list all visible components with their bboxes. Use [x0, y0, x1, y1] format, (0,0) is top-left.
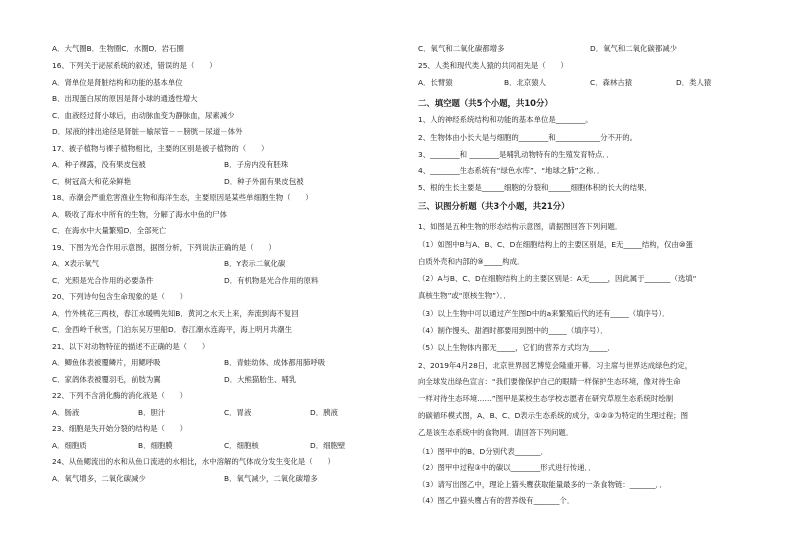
- question-line: （2）图甲中过程③中的碳以________形式进行传递．．: [418, 463, 596, 472]
- option-row: [52, 177, 397, 187]
- question-line: A．吸收了海水中所有的生物，分解了海水中鱼的尸体: [52, 210, 228, 219]
- question-line: 23、细胞是失开始分裂的结构是（ ）: [52, 424, 188, 433]
- option-row: [418, 78, 763, 88]
- answer-option: B．青蛙幼体、成体都用肺呼吸: [224, 358, 326, 367]
- option-row: [52, 441, 397, 451]
- question-line: B．出现蛋白尿的原因是肾小球的通透性增大: [52, 94, 198, 103]
- answer-option: C．森林古猿: [590, 78, 633, 87]
- option-row: [52, 44, 397, 54]
- question-line: （1）如图中B与A、B、C、D在细胞结构上的主要区别是，E无_____结构，仅由⑩蛋: [418, 240, 693, 249]
- question-line: （5）以上生物体内都无_____，它们的营养方式均为_____．: [418, 343, 615, 352]
- question-line: 22、下列不含消化酶的消化液是（ ）: [52, 391, 188, 400]
- answer-option: D．种子外面有果皮包被: [224, 177, 304, 186]
- question-line: A．竹外桃花三两枝，春江水暖鸭先知B．黄河之水天上来，奔流到海不复回: [52, 309, 299, 318]
- question-line: C．血液经过肾小球后，由动脉血变为静脉血，尿素减少: [52, 111, 235, 120]
- question-line: 的碳循环模式图，A、B、C、D表示生态系统的成分，①②③为特定的生理过程；图: [418, 411, 688, 420]
- section-heading: 三、识图分析题（共3个小题，共21分）: [418, 201, 570, 211]
- answer-option: D．有机物是光合作用的原料: [224, 276, 319, 285]
- question-line: 2、2019年4月28日，北京世界园艺博览会隆重开幕．习主席与世界达成绿色约定，: [418, 361, 693, 370]
- question-line: （4）制作馒头、甜酒时都要用到图中的_____（填序号）．: [418, 326, 608, 335]
- answer-option: B．Y表示二氧化碳: [224, 259, 286, 268]
- question-line: 19、下图为光合作用示意图，据图分析，下列说法正确的是（ ）: [52, 243, 276, 252]
- question-line: （1）图甲中的B、D分别代表_______．: [418, 447, 549, 456]
- answer-option: A．X表示氧气: [52, 259, 100, 268]
- question-line: 乙是该生态系统中的食物网．请回答下列问题．: [418, 428, 574, 437]
- question-line: （4）图乙中猫头鹰占有的营养级有_______个．: [418, 496, 575, 505]
- answer-option: A．肠液: [52, 408, 80, 417]
- answer-option: C．氧气和二氧化碳都增多: [418, 44, 505, 53]
- question-line: 18、赤潮会严重危害渔业生物和海洋生态，主要原因是某些单细胞生物（ ）: [52, 193, 313, 202]
- question-line: 5、根的生长主要是______细胞的分裂和______细胞体积的长大的结果．: [418, 183, 652, 192]
- question-line: 16、下列关于泌尿系统的叙述，错误的是（ ）: [52, 61, 217, 70]
- answer-option: C．细胞核: [224, 441, 259, 450]
- question-line: 21、以下对动物特征的描述不正确的是（ ）: [52, 342, 210, 351]
- question-line: 2、生物体由小长大是与细胞的________和____________分不开的。: [418, 133, 638, 142]
- option-row: [52, 408, 397, 418]
- option-row: [52, 375, 397, 385]
- question-line: D．尿液的排出途径是肾脏－输尿管－－膀胱－尿道－体外: [52, 127, 243, 136]
- option-row: [52, 474, 397, 484]
- question-line: 1、人的神经系统结构和功能的基本单位是________。: [418, 115, 593, 124]
- option-row: [52, 358, 397, 368]
- answer-option: A．氧气增多，二氧化碳减少: [52, 474, 146, 483]
- question-line: 20、下列诗句包含生命现象的是（ ）: [52, 292, 188, 301]
- answer-option: D．胰液: [310, 408, 338, 417]
- answer-option: C．树冠高大和花朵鲜艳: [52, 177, 132, 186]
- question-line: A．肾单位是肾脏结构和功能的基本单位: [52, 78, 183, 87]
- question-line: 一样对待生态环境……”图甲是某校生态学校志愿者在研究草原生态系统时绘制: [418, 394, 674, 403]
- answer-option: A．种子裸露，没有果皮包被: [52, 160, 146, 169]
- answer-option: A．细胞质: [52, 441, 87, 450]
- question-line: C．金西岭千秋雪，门泊东吴万里船D．春江潮水连海平，海上明月共潮生: [52, 325, 292, 334]
- question-line: 25、人类和现代类人猿的共同祖先是（ ）: [418, 61, 568, 70]
- answer-option: B．氧气减少，二氧化碳增多: [224, 474, 318, 483]
- answer-option: A．大气圈B．生物圈C．水圈D．岩石圈: [52, 44, 184, 53]
- question-line: 3、________和 ________是哺乳动物特有的生殖发育特点．．: [418, 150, 614, 159]
- question-line: 4、________生态系统有“绿色水库”、“地球之肺”之称．．: [418, 166, 605, 175]
- answer-option: C．胃液: [224, 408, 252, 417]
- question-line: C．在海水中大量繁殖D．全部死亡: [52, 226, 167, 235]
- option-row: [52, 259, 397, 269]
- question-line: 向全球发出绿色宣言：“我们要像保护自己的眼睛一样保护生态环境，像对待生命: [418, 377, 681, 386]
- answer-option: D．大熊猫胎生、哺乳: [224, 375, 297, 384]
- answer-option: D．氧气和二氧化碳都减少: [590, 44, 677, 53]
- answer-option: A．鲫鱼体表被覆鳞片，用鳃呼吸: [52, 358, 161, 367]
- answer-option: C．光照是光合作用的必要条件: [52, 276, 154, 285]
- question-line: （3）以上生物中可以通过产生图D中的a来繁殖后代的还有_____（填序号）．: [418, 309, 670, 318]
- question-line: （3）请写出图乙中，理论上猫头鹰获取能量最多的一条食物链：_______．．: [418, 480, 667, 489]
- question-line: 1、如图是五种生物的形态结构示意图，请据图回答下列问题．: [418, 222, 623, 231]
- answer-option: B．北京猿人: [504, 78, 547, 87]
- option-row: [52, 160, 397, 170]
- answer-option: A．长臂猿: [418, 78, 453, 87]
- section-heading: 二、填空题（共5个小题，共10分）: [418, 98, 553, 108]
- question-line: 24、从鱼鳃流出的水和从鱼口流进的水相比，水中溶解的气体成分发生变化是（ ）: [52, 457, 335, 466]
- answer-option: D．类人猿: [676, 78, 712, 87]
- answer-option: B．胆汁: [138, 408, 166, 417]
- question-line: 白质外壳和内部的⑨_____构成．: [418, 257, 525, 266]
- question-line: （2）A与B、C、D在细胞结构上的主要区别是：A无_____，因此属于_______（选填“: [418, 274, 697, 283]
- answer-option: B．子房内没有胚珠: [224, 160, 289, 169]
- option-row: [52, 276, 397, 286]
- answer-option: D．细胞壁: [310, 441, 346, 450]
- question-line: 真核生物”或“原核生物”）．．: [418, 291, 511, 300]
- answer-option: C．家鸽体表被覆羽毛，前肢为翼: [52, 375, 161, 384]
- option-row: [418, 44, 763, 54]
- question-line: 17、被子植物与裸子植物相比，主要的区别是被子植物的（ ）: [52, 144, 269, 153]
- answer-option: B．细胞膜: [138, 441, 173, 450]
